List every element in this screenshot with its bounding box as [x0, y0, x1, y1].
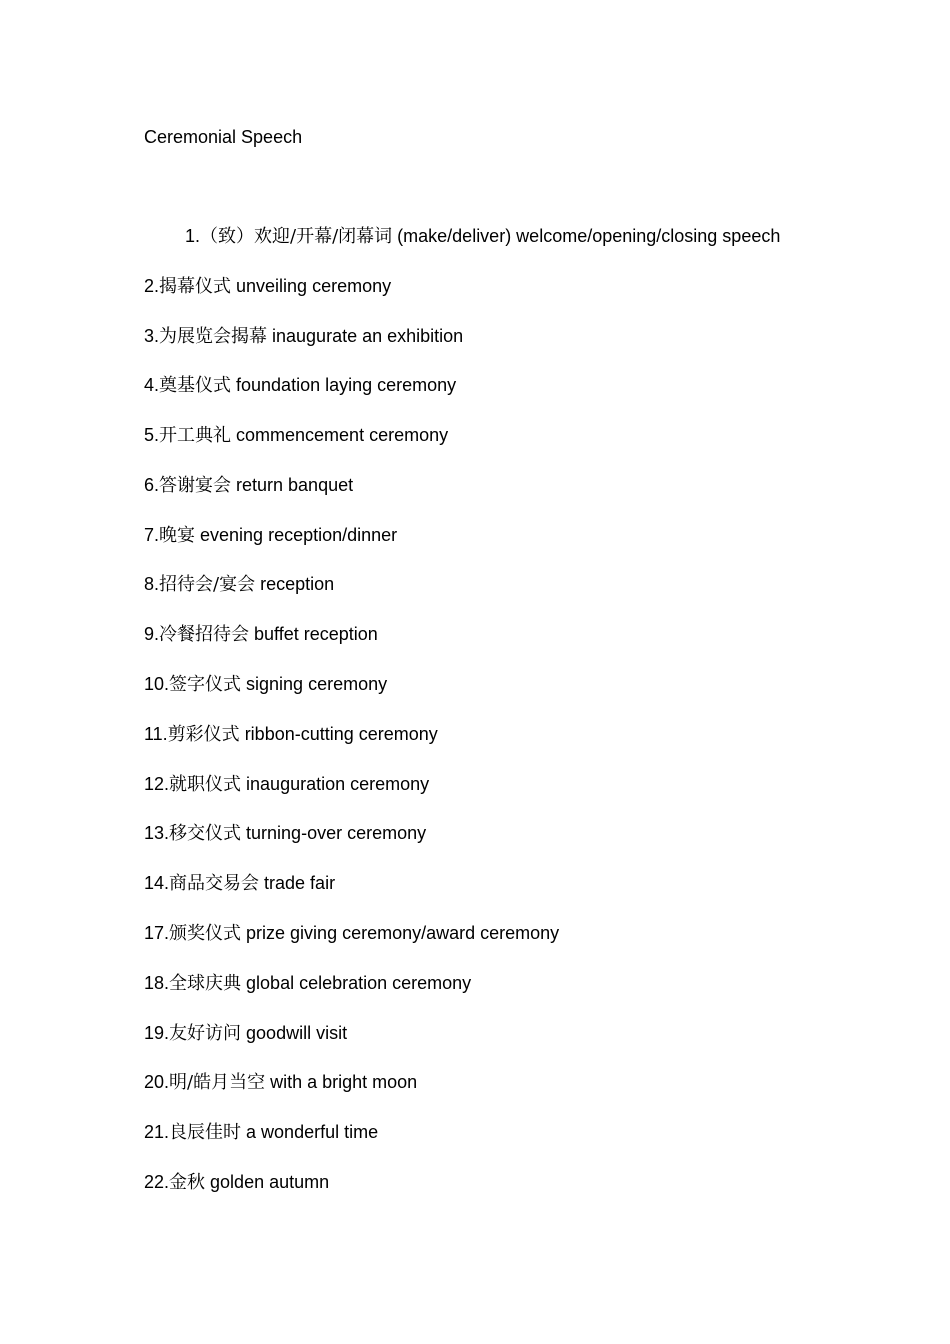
glossary-entry	[144, 721, 438, 747]
glossary-entry	[144, 1069, 417, 1095]
entry-english-term: buffet reception	[254, 624, 378, 644]
glossary-entry	[144, 771, 429, 797]
entry-number: 2.	[144, 276, 160, 296]
entry-chinese-term: 金秋	[169, 1172, 206, 1193]
entry-english-term: commencement ceremony	[236, 425, 449, 445]
entry-chinese-term: （致）欢迎/开幕/闭幕词	[200, 226, 393, 247]
entry-number: 21.	[144, 1122, 170, 1142]
entry-chinese-term: 友好访问	[169, 1023, 242, 1044]
entry-number: 17.	[144, 923, 170, 943]
entry-english-term: goodwill visit	[246, 1023, 348, 1043]
entry-english-term: with a bright moon	[270, 1072, 418, 1092]
entry-number: 10.	[144, 674, 170, 694]
entry-number: 4.	[144, 375, 160, 395]
glossary-entry	[144, 870, 335, 896]
glossary-entry	[144, 372, 456, 398]
entry-number: 13.	[144, 823, 170, 843]
entry-number: 22.	[144, 1172, 170, 1192]
entry-chinese-term: 就职仪式	[169, 774, 242, 795]
entry-number: 1.	[185, 226, 201, 246]
entry-english-term: unveiling ceremony	[236, 276, 392, 296]
glossary-entry	[144, 920, 559, 946]
entry-chinese-term: 商品交易会	[169, 873, 260, 894]
entry-number: 3.	[144, 326, 160, 346]
glossary-entry	[144, 671, 387, 697]
glossary-entry	[144, 323, 463, 349]
glossary-entry	[144, 1020, 347, 1046]
glossary-entry	[144, 571, 334, 597]
entry-number: 6.	[144, 475, 160, 495]
glossary-entry	[144, 820, 426, 846]
entry-chinese-term: 揭幕仪式	[159, 276, 232, 297]
entry-english-term: global celebration ceremony	[246, 973, 472, 993]
entry-number: 5.	[144, 425, 160, 445]
document-title: Ceremonial Speech	[144, 127, 303, 147]
entry-english-term: return banquet	[236, 475, 354, 495]
glossary-entry	[185, 223, 780, 249]
entry-english-term: golden autumn	[210, 1172, 330, 1192]
glossary-entry	[144, 422, 448, 448]
glossary-entry	[144, 1169, 329, 1195]
entry-chinese-term: 良辰佳时	[169, 1122, 242, 1143]
entry-number: 9.	[144, 624, 160, 644]
glossary-entry	[144, 472, 353, 498]
entry-chinese-term: 为展览会揭幕	[159, 326, 268, 347]
entry-chinese-term: 答谢宴会	[159, 475, 232, 496]
entry-chinese-term: 签字仪式	[169, 674, 242, 695]
entry-english-term: a wonderful time	[246, 1122, 379, 1142]
entry-number: 11.	[144, 724, 168, 744]
entry-number: 19.	[144, 1023, 170, 1043]
entry-number: 7.	[144, 525, 160, 545]
entry-english-term: evening reception/dinner	[200, 525, 398, 545]
entry-english-term: signing ceremony	[246, 674, 388, 694]
glossary-entry	[144, 970, 471, 996]
glossary-entry	[144, 273, 391, 299]
entry-chinese-term: 开工典礼	[159, 425, 232, 446]
entry-english-term: reception	[260, 574, 335, 594]
entry-english-term: (make/deliver) welcome/opening/closing speech	[397, 226, 781, 246]
glossary-entry	[144, 1119, 378, 1145]
entry-number: 20.	[144, 1072, 170, 1092]
entry-chinese-term: 奠基仪式	[159, 375, 232, 396]
entry-number: 8.	[144, 574, 160, 594]
entry-english-term: inaugurate an exhibition	[272, 326, 464, 346]
entry-chinese-term: 招待会/宴会	[159, 574, 256, 595]
entry-english-term: foundation laying ceremony	[236, 375, 457, 395]
entry-english-term: trade fair	[264, 873, 336, 893]
glossary-entry	[144, 522, 397, 548]
entry-chinese-term: 剪彩仪式	[167, 724, 240, 745]
entry-chinese-term: 冷餐招待会	[159, 624, 250, 645]
entry-english-term: turning-over ceremony	[246, 823, 427, 843]
entry-chinese-term: 全球庆典	[169, 973, 242, 994]
entry-number: 12.	[144, 774, 170, 794]
entry-chinese-term: 移交仪式	[169, 823, 242, 844]
entry-chinese-term: 颁奖仪式	[169, 923, 242, 944]
entry-english-term: ribbon-cutting ceremony	[244, 724, 438, 744]
glossary-entry	[144, 621, 378, 647]
entry-chinese-term: 明/皓月当空	[169, 1072, 266, 1093]
entry-chinese-term: 晚宴	[159, 525, 196, 546]
entry-number: 18.	[144, 973, 170, 993]
entry-english-term: inauguration ceremony	[246, 774, 430, 794]
entry-english-term: prize giving ceremony/award ceremony	[246, 923, 560, 943]
entry-number: 14.	[144, 873, 170, 893]
